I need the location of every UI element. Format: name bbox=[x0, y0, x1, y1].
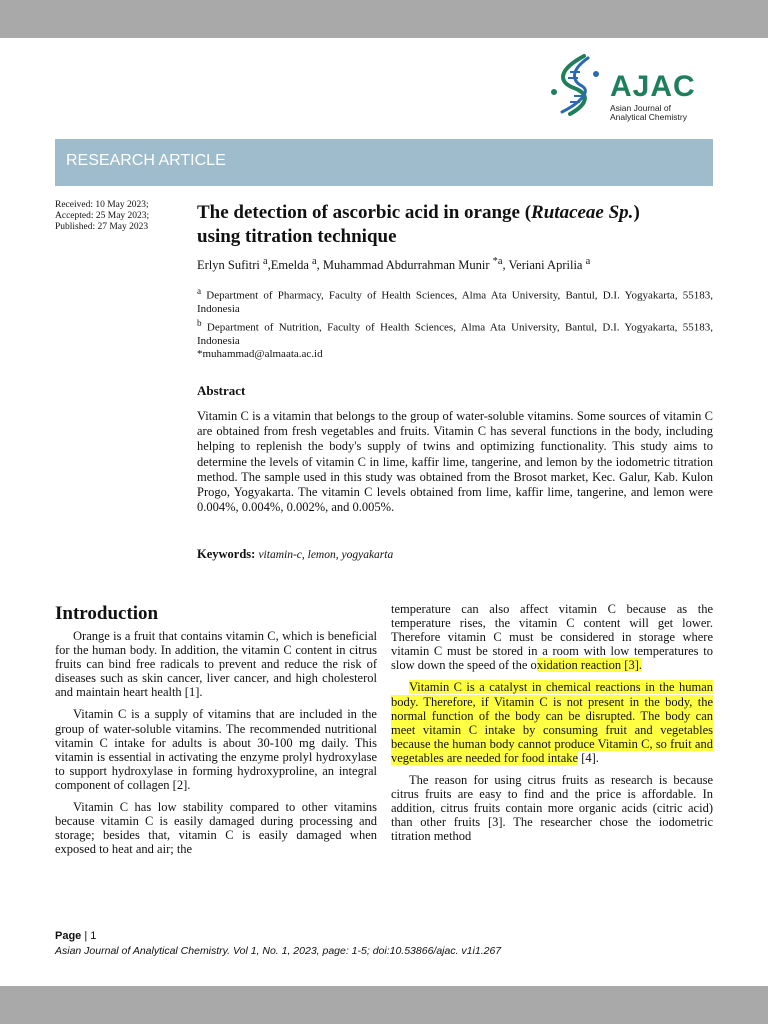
body-column-left bbox=[55, 629, 377, 864]
logo-subtitle-line1: Asian Journal of bbox=[610, 103, 671, 113]
author-list bbox=[197, 256, 717, 273]
author-name: Erlyn Sufitri bbox=[197, 258, 263, 273]
abstract-text: Vitamin C is a vitamin that belongs to the group of water-soluble vitamins. Some sources of vitamin C are obtained from fresh vegetables and fruits. Vitamin C has several functions in the body, including helping to replenish the body's supply of twins and optimizing functionality. This study aims to determine the levels of vitamin C in lime, kaffir lime, tangerine, and lemon by the iodometric titration method. The sample used in this study was obtained from the Brosot market, Kec. Galur, Kab. Kulon Progo, Yogyakarta. The vitamin C levels obtained from lime, kaffir lime, tangerine, and lemon were 0.004%, 0.004%, 0.002%, and 0.005%. bbox=[197, 409, 713, 515]
author-superscript: *a bbox=[492, 256, 503, 267]
author-name: , Veriani Aprilia bbox=[502, 258, 586, 273]
author-superscript: a bbox=[585, 256, 591, 267]
body-paragraph: Vitamin C is a supply of vitamins that are included in the group of water-soluble vitamins. The recommended nutritional vitamin C intake for adults is about 30-100 mg daily. This vitamin is essential in activating the enzyme prolyl hydroxylase to support hydroxylase in forming hydroxyproline, an integral component of collagen [2]. bbox=[55, 707, 377, 792]
logo-subtitle-line2: Analytical Chemistry bbox=[610, 112, 687, 122]
page-label: Page bbox=[55, 930, 82, 942]
affiliations bbox=[197, 285, 713, 362]
body-paragraph: Vitamin C has low stability compared to other vitamins because vitamin C is easily damaged during processing and storage; besides that, vitamin C is easily damaged when exposed to heat and air; the bbox=[55, 800, 377, 857]
highlighted-text: xidation reaction [3]. bbox=[536, 658, 642, 673]
publication-dates bbox=[55, 200, 149, 233]
received-date: Received: 10 May 2023; bbox=[55, 200, 149, 210]
author-superscript: a bbox=[312, 256, 317, 267]
title-species: Rutaceae Sp. bbox=[531, 202, 634, 223]
article-type-label: RESEARCH ARTICLE bbox=[66, 152, 226, 169]
affiliation-text: Department of Nutrition, Faculty of Health Sciences, Alma Ata University, Bantul, D.I. Yogyakarta, 55183, Indonesia bbox=[197, 321, 713, 347]
header-bar bbox=[0, 0, 768, 38]
footer-citation: Asian Journal of Analytical Chemistry. Vol 1, No. 1, 2023, page: 1-5; doi:10.53866/ajac. v1i1.267 bbox=[55, 945, 502, 957]
body-paragraph: The reason for using citrus fruits as research is because citrus fruits are easy to find and the price is affordable. In addition, citrus fruits contain more organic acids (citric acid) than other fruits [3]. The researcher chose the iodometric titration method bbox=[391, 773, 713, 844]
journal-logo bbox=[548, 52, 718, 124]
keywords bbox=[197, 547, 393, 562]
corresponding-email[interactable]: *muhammad@almaata.ac.id bbox=[197, 348, 323, 361]
title-part2: ) bbox=[633, 202, 640, 223]
introduction-heading: Introduction bbox=[55, 603, 159, 624]
keywords-list: vitamin-c, lemon, yogyakarta bbox=[258, 549, 394, 561]
body-text: [4]. bbox=[578, 750, 599, 765]
title-line2: using titration technique bbox=[197, 226, 397, 247]
page-number-value: | 1 bbox=[81, 930, 97, 942]
published-date: Published: 27 May 2023 bbox=[55, 222, 149, 232]
article-type-banner bbox=[55, 139, 713, 186]
abstract-heading: Abstract bbox=[197, 383, 246, 398]
page-number bbox=[55, 930, 96, 942]
logo-subtitle bbox=[610, 104, 687, 122]
footer-bar bbox=[0, 986, 768, 1024]
highlighted-text: Vitamin C is a catalyst in chemical reactions in the human body. Therefore, if Vitamin C is not present in the body, the normal function of the body can be disrupted. The body can meet vitamin C intake by consuming fruit and vegetables because the human body cannot produce Vitamin C, so fruit and vegetables are needed for food intake bbox=[391, 680, 713, 765]
body-paragraph bbox=[391, 602, 713, 672]
article-title bbox=[197, 201, 717, 249]
accepted-date: Accepted: 25 May 2023; bbox=[55, 211, 150, 221]
affiliation-marker: b bbox=[197, 317, 202, 328]
logo-name: AJAC bbox=[610, 70, 696, 103]
body-paragraph bbox=[391, 680, 713, 765]
author-name: , Muhammad Abdurrahman Munir bbox=[316, 258, 493, 273]
body-column-right bbox=[391, 602, 713, 852]
body-text: temperature can also affect vitamin C because as the temperature rises, the vitamin C content will get lower. Therefore vitamin C must be considered in storage where vitamin C must be stored in a room with low temperatures to slow down the speed of the o bbox=[391, 602, 713, 673]
title-part1: The detection of ascorbic acid in orange ( bbox=[197, 202, 532, 223]
author-superscript: a bbox=[262, 256, 268, 267]
body-paragraph: Orange is a fruit that contains vitamin C, which is beneficial for the human body. In addition, the vitamin C content in citrus fruits can bind free radicals to prevent and reduce the risk of diseases such as skin cancer, liver cancer, and high cholesterol and maintain heart health [1]. bbox=[55, 629, 377, 700]
dna-helix-icon bbox=[548, 52, 608, 116]
affiliation-text: Department of Pharmacy, Faculty of Health Sciences, Alma Ata University, Bantul, D.I. Yogyakarta, 55183, Indonesia bbox=[197, 289, 713, 316]
affiliation-b bbox=[197, 317, 713, 349]
affiliation-a bbox=[197, 285, 713, 317]
affiliation-marker: a bbox=[197, 286, 202, 296]
author-name: ,Emelda bbox=[267, 258, 313, 273]
keywords-label: Keywords: bbox=[197, 547, 256, 561]
